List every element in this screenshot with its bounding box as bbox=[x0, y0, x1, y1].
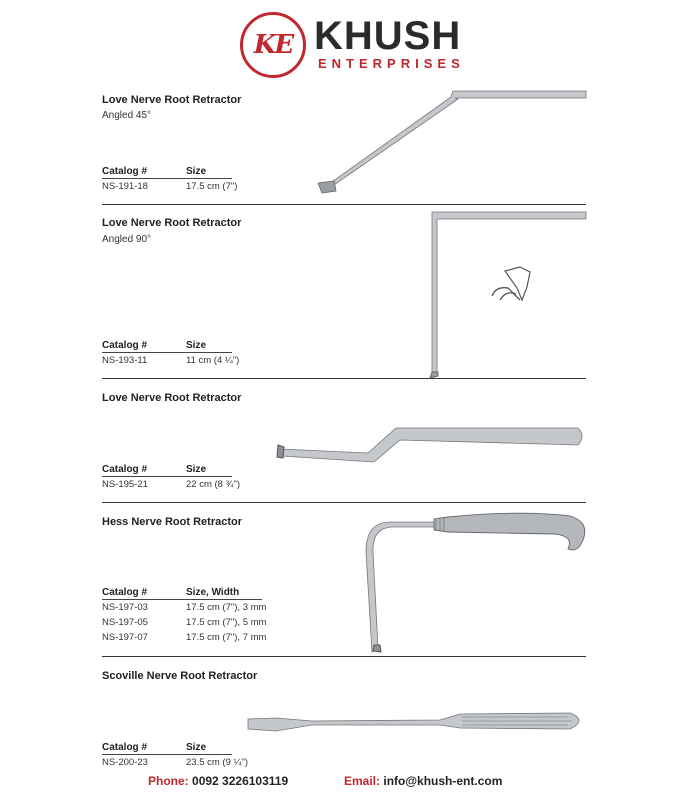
catalog-header: Catalog # bbox=[102, 166, 148, 177]
catalog-header: Catalog # bbox=[102, 340, 148, 351]
size-value: 17.5 cm (7"), 3 mm bbox=[186, 602, 267, 613]
product-title: Scoville Nerve Root Retractor bbox=[102, 670, 258, 682]
size-value: 17.5 cm (7") bbox=[186, 181, 238, 192]
footer-email bbox=[344, 774, 502, 788]
product-subtitle: Angled 90° bbox=[102, 234, 152, 245]
catalog-header: Catalog # bbox=[102, 742, 148, 753]
catalog-number: NS-197-05 bbox=[102, 617, 148, 628]
product-subtitle: Angled 45° bbox=[102, 110, 152, 121]
size-header: Size bbox=[186, 742, 207, 753]
email-label: Email: bbox=[344, 774, 381, 788]
size-value: 22 cm (8 ¾") bbox=[186, 479, 241, 490]
footer-phone bbox=[148, 774, 288, 788]
catalog-header: Catalog # bbox=[102, 587, 148, 598]
size-width-header: Size, Width bbox=[186, 587, 240, 598]
size-value: 17.5 cm (7"), 5 mm bbox=[186, 617, 267, 628]
catalog-number: NS-193-11 bbox=[102, 355, 148, 366]
product-title: Love Nerve Root Retractor bbox=[102, 392, 242, 404]
size-header: Size bbox=[186, 166, 207, 177]
catalog-number: NS-197-03 bbox=[102, 602, 148, 613]
product-title: Hess Nerve Root Retractor bbox=[102, 516, 242, 528]
size-header: Size bbox=[186, 464, 207, 475]
phone-label: Phone: bbox=[148, 774, 189, 788]
company-name: KHUSH bbox=[314, 14, 462, 58]
size-value: 17.5 cm (7"), 7 mm bbox=[186, 632, 267, 643]
catalog-number: NS-191-18 bbox=[102, 181, 148, 192]
phone-number[interactable]: 0092 3226103119 bbox=[192, 774, 289, 788]
catalog-number: NS-197-07 bbox=[102, 632, 148, 643]
catalog-number: NS-200-23 bbox=[102, 757, 148, 768]
product-title: Love Nerve Root Retractor bbox=[102, 94, 242, 106]
size-value: 11 cm (4 ¼") bbox=[186, 355, 240, 366]
logo-monogram: KE bbox=[253, 30, 293, 60]
email-address[interactable]: info@khush-ent.com bbox=[383, 774, 503, 788]
size-value: 23.5 cm (9 ¼") bbox=[186, 757, 248, 768]
product-title: Love Nerve Root Retractor bbox=[102, 217, 242, 229]
size-header: Size bbox=[186, 340, 207, 351]
catalog-header: Catalog # bbox=[102, 464, 148, 475]
company-tagline: ENTERPRISES bbox=[318, 56, 465, 71]
catalog-number: NS-195-21 bbox=[102, 479, 148, 490]
